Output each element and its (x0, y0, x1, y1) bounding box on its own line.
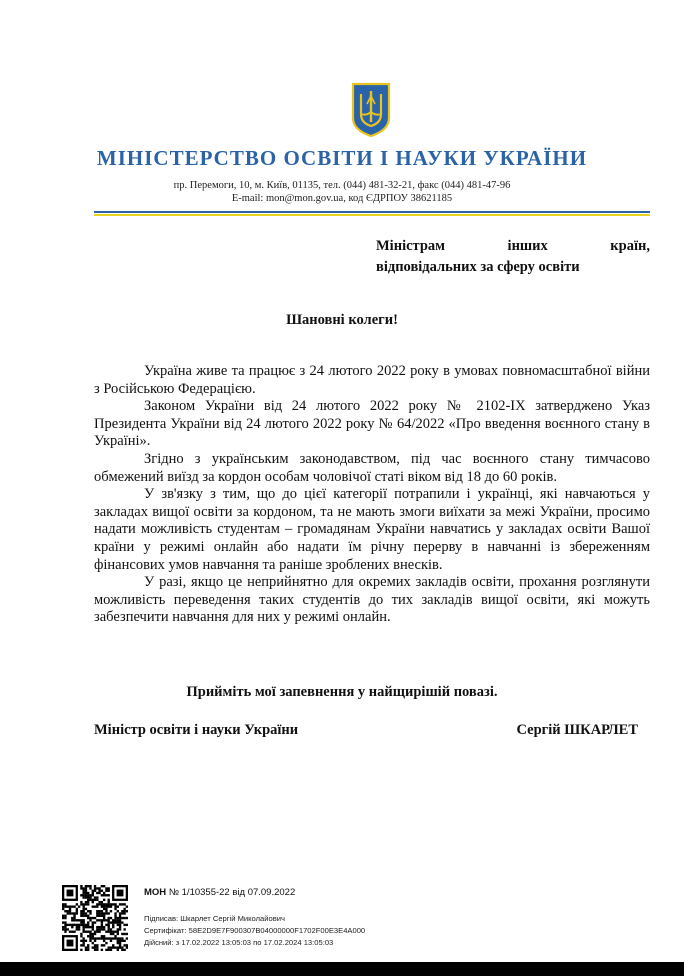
contact-line: E-mail: mon@mon.gov.ua, код ЄДРПОУ 38621185 (231, 193, 453, 204)
signed-by: Підписав: Шкарлет Сергій Миколайович (144, 914, 285, 923)
ministry-title: МІНІСТЕРСТВО ОСВІТИ І НАУКИ УКРАЇНИ (96, 146, 588, 170)
addressee-line: відповідальних за сферу освіти (376, 259, 580, 275)
coat-of-arms-icon (351, 82, 391, 138)
registration-value: № 1/10355-22 від 07.09.2022 (168, 887, 296, 898)
addressee-word: Міністрам (376, 238, 446, 254)
header-divider-yellow (94, 214, 650, 216)
body-paragraph: Згідно з українським законодавством, під час воєнного стану тимчасово обмежений виїзд за кордон особам чоловічої статі віком від 18 до 60 років. (94, 450, 650, 485)
signatory-name: Сергій ШКАРЛЕТ (516, 722, 638, 738)
body-paragraph: У разі, якщо це неприйнятно для окремих закладів освіти, прохання розглянути можливість переведення таких студентів до тих закладів вищої освіти, які можуть забезпечити навчання для них у режимі онлайн. (94, 574, 650, 626)
signatory-position: Міністр освіти і науки України (94, 722, 299, 738)
body-paragraph: У зв'язку з тим, що до цієї категорії потрапили і українці, які навчаються у закладах вищої освіти за кордоном, та не мають змоги виїхати за межі України, просимо надати можливість студентам – громадянам України навчатись у закладах освіти Вашої країни у режимі онлайн або надати їм річну перерву в навчанні із збереженням фінансових умов навчання та раніше зроблених внесків. (94, 486, 650, 573)
letter-body (94, 363, 650, 627)
addressee-word: країн, (610, 238, 650, 254)
body-paragraph: Законом України від 24 лютого 2022 року № 2102-IX затверджено Указ Президента України від 24 лютого 2022 року № 64/2022 «Про введення воєнного стану в Україні». (94, 398, 650, 450)
body-paragraph: Україна живе та працює з 24 лютого 2022 року в умовах повномасштабної війни з Російською Федерацією. (94, 363, 650, 397)
header-divider-blue (94, 211, 650, 213)
addressee-word: інших (507, 238, 548, 254)
qr-code-icon (62, 885, 128, 951)
address-line: пр. Перемоги, 10, м. Київ, 01135, тел. (044) 481-32-21, факс (044) 481-47-96 (173, 180, 511, 191)
certificate-validity: Дійсний: з 17.02.2022 13:05:03 по 17.02.2024 13:05:03 (144, 938, 334, 947)
certificate-id: Сертифікат: 58E2D9E7F900307B04000000F1702F00E3E4A000 (144, 926, 366, 935)
addressee-block (376, 236, 650, 278)
closing-phrase: Прийміть мої запевнення у найщирішій повазі. (186, 684, 498, 700)
registration-prefix: МОН (144, 887, 167, 898)
salutation: Шановні колеги! (286, 312, 398, 328)
bottom-edge-bar (0, 962, 684, 976)
registration-number (144, 887, 295, 898)
